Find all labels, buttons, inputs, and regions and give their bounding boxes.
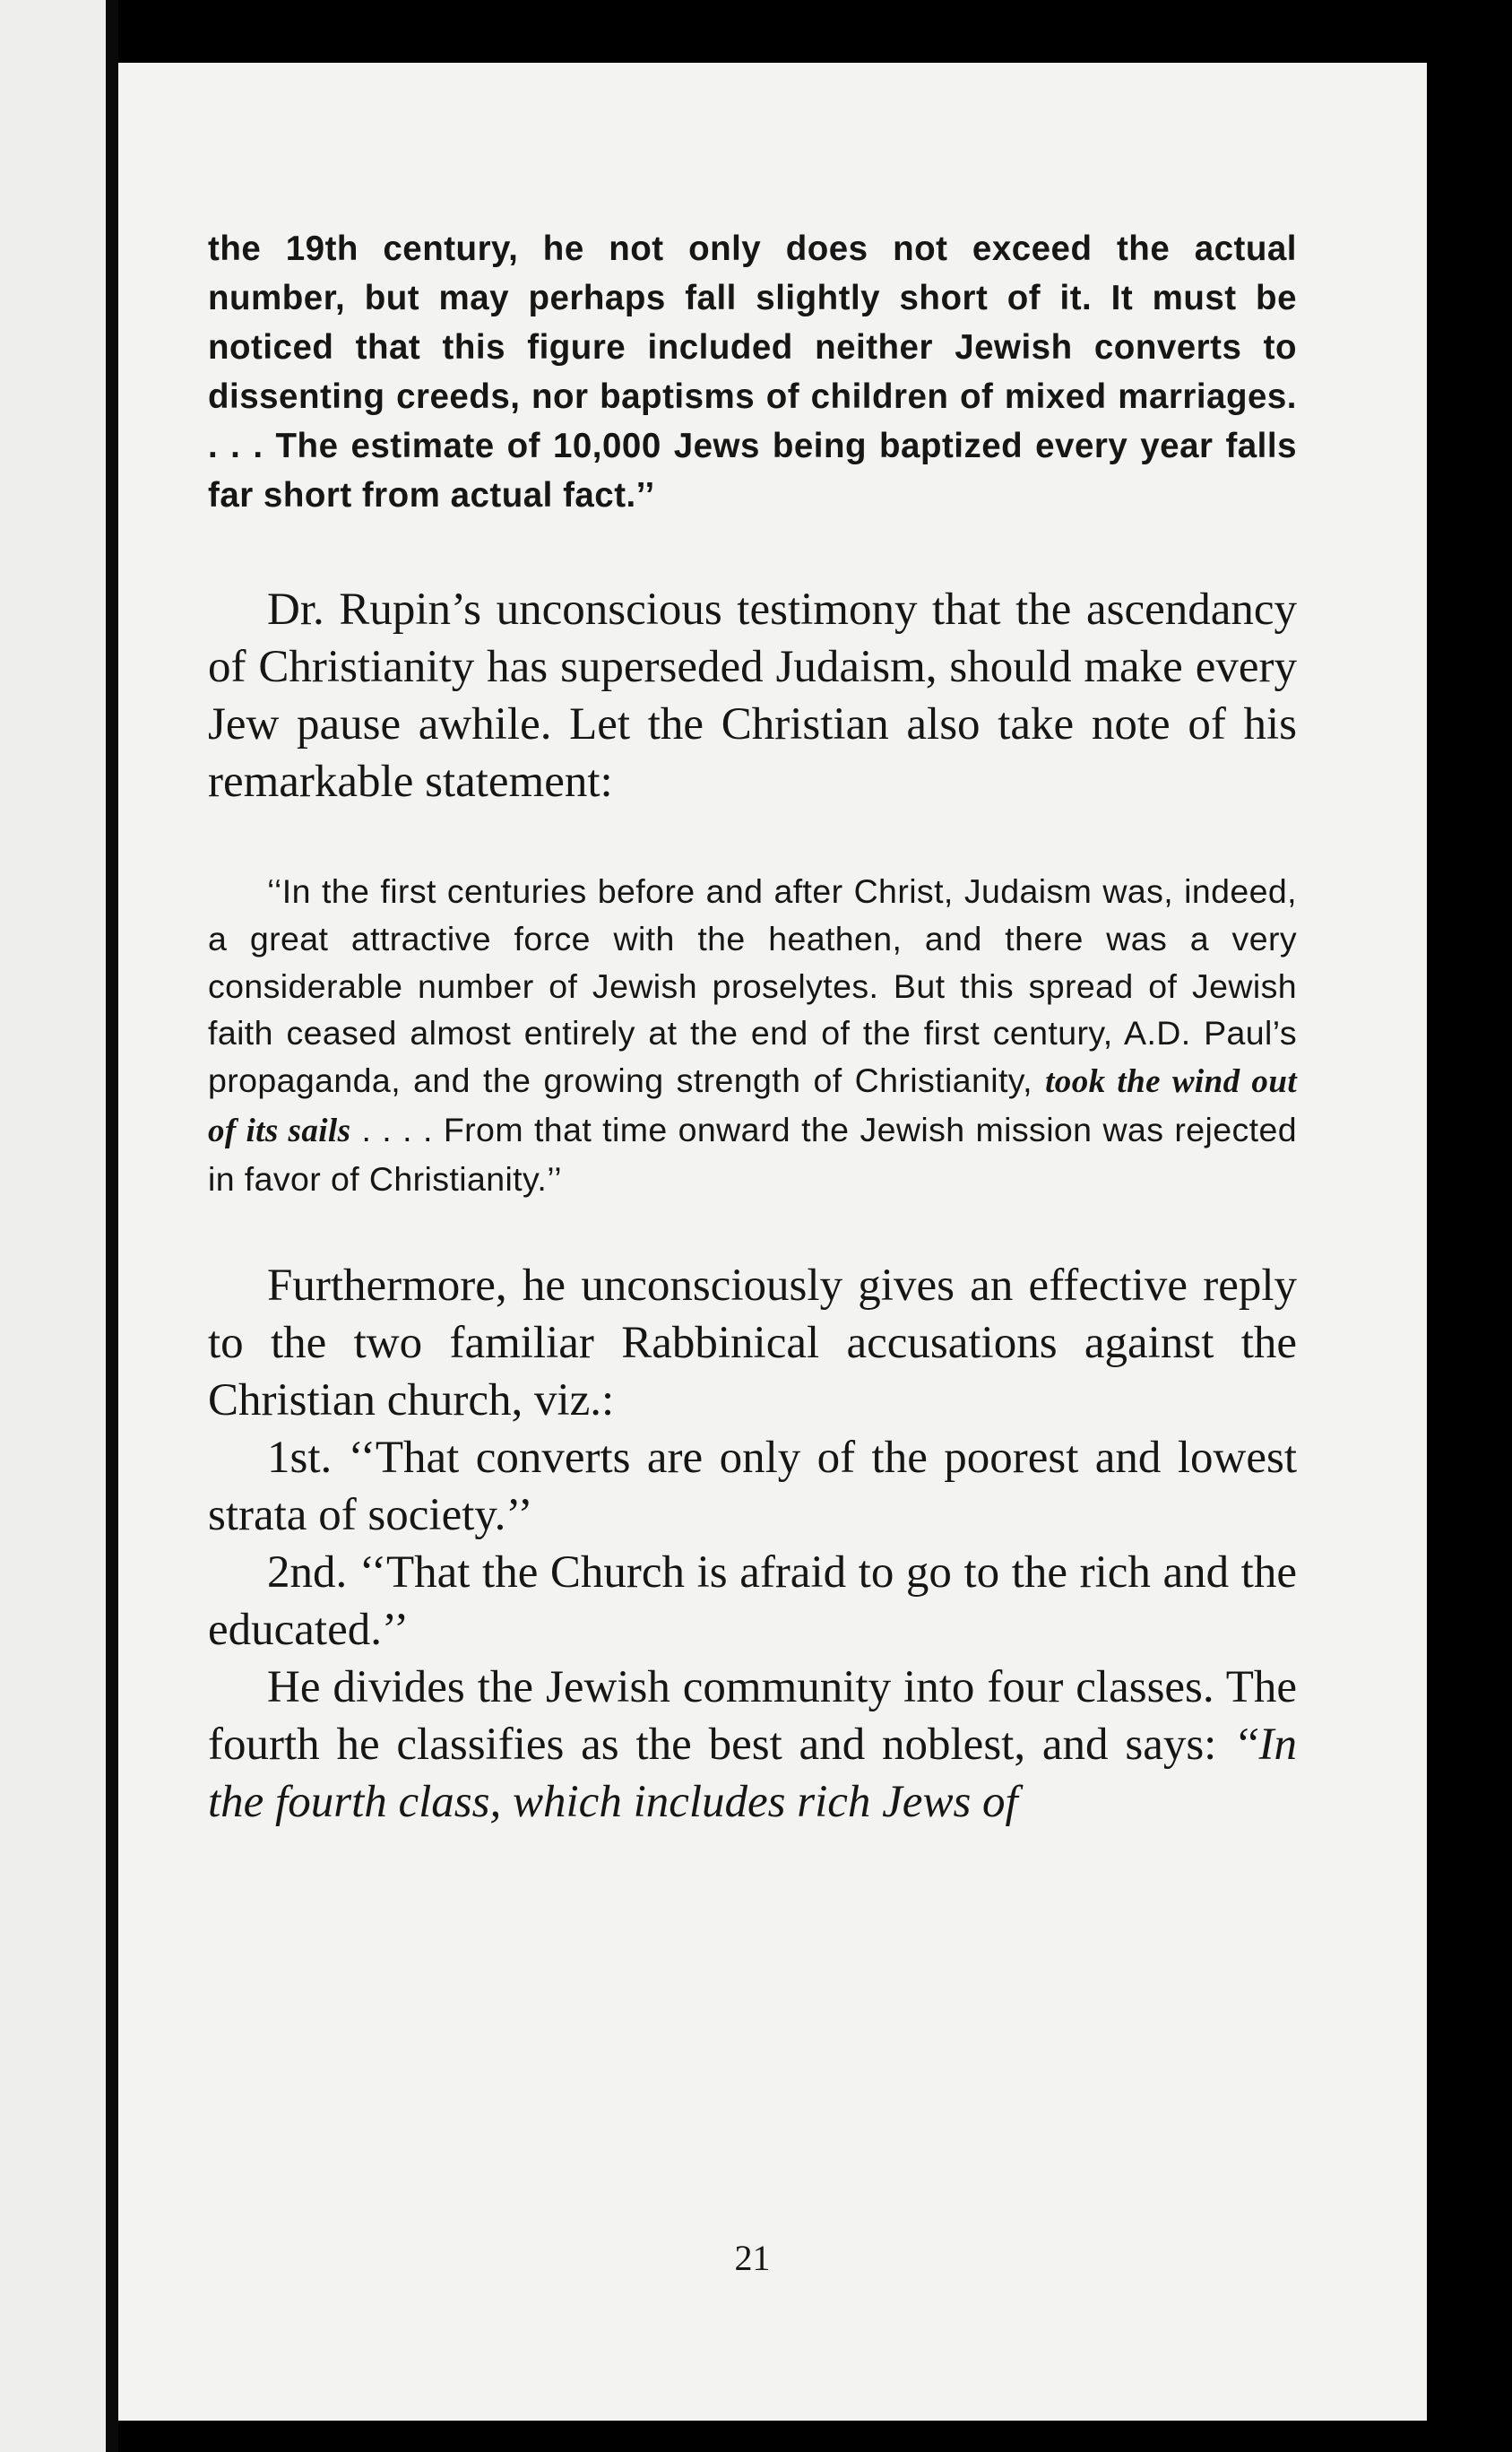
- four-classes-paragraph: [208, 1659, 1297, 1831]
- furthermore-paragraph: Furthermore, he unconsciously gives an effective reply to the two familiar Rabbinical accusations against the Christian church, viz.:: [208, 1260, 1297, 1425]
- rupin-testimony-paragraph: Dr. Rupin’s unconscious testimony that the ascendancy of Christianity has superseded Judaism, should make every Jew pause awhile. Let the Christian also take note of his remarkable statement:: [208, 585, 1297, 807]
- quote-continuation-paragraph: the 19th century, he not only does not exceed the actual number, but may perhaps fall slightly short of it. It must be noticed that this figure included neither Jewish converts to dissenting creeds, nor baptisms of children of mixed marriages. . . . The estimate of 10,000 Jews being baptized every year falls far short from actual fact.’’: [208, 230, 1297, 515]
- page-content: [208, 224, 1298, 2278]
- book-page: [118, 63, 1427, 2421]
- first-accusation-paragraph: 1st. ‘‘That converts are only of the poorest and lowest strata of society.’’: [208, 1432, 1297, 1540]
- second-accusation-paragraph: 2nd. ‘‘That the Church is afraid to go to the rich and the educated.’’: [208, 1547, 1297, 1655]
- quote-italic-phrase: took the wind out of its sails: [208, 1063, 1297, 1149]
- page-number: 21: [734, 2238, 771, 2278]
- four-classes-text: He divides the Jewish community into four classes. The fourth he classifies as the best and noblest, and says:: [208, 1661, 1297, 1770]
- book-gutter: [106, 0, 118, 2452]
- fourth-class-italic-quote: ‘‘In the fourth class, which includes rich Jews of: [208, 1719, 1297, 1827]
- quote-text-part2: . . . . From that time onward the Jewish mission was rejected in favor of Christianity.’’: [208, 1110, 1298, 1198]
- facing-page-edge: [0, 0, 106, 2452]
- rupin-quote-paragraph: [208, 868, 1297, 1203]
- quote-text-part1: ‘‘In the first centuries before and after Christ, Judaism was, indeed, a great attractive force with the heathen, and there was a very considerable number of Jewish proselytes. But this spread of Jewish faith ceased almost entirely at the end of the first century, A.D. Paul’s propaganda, and the growing strength of Christianity,: [208, 872, 1297, 1100]
